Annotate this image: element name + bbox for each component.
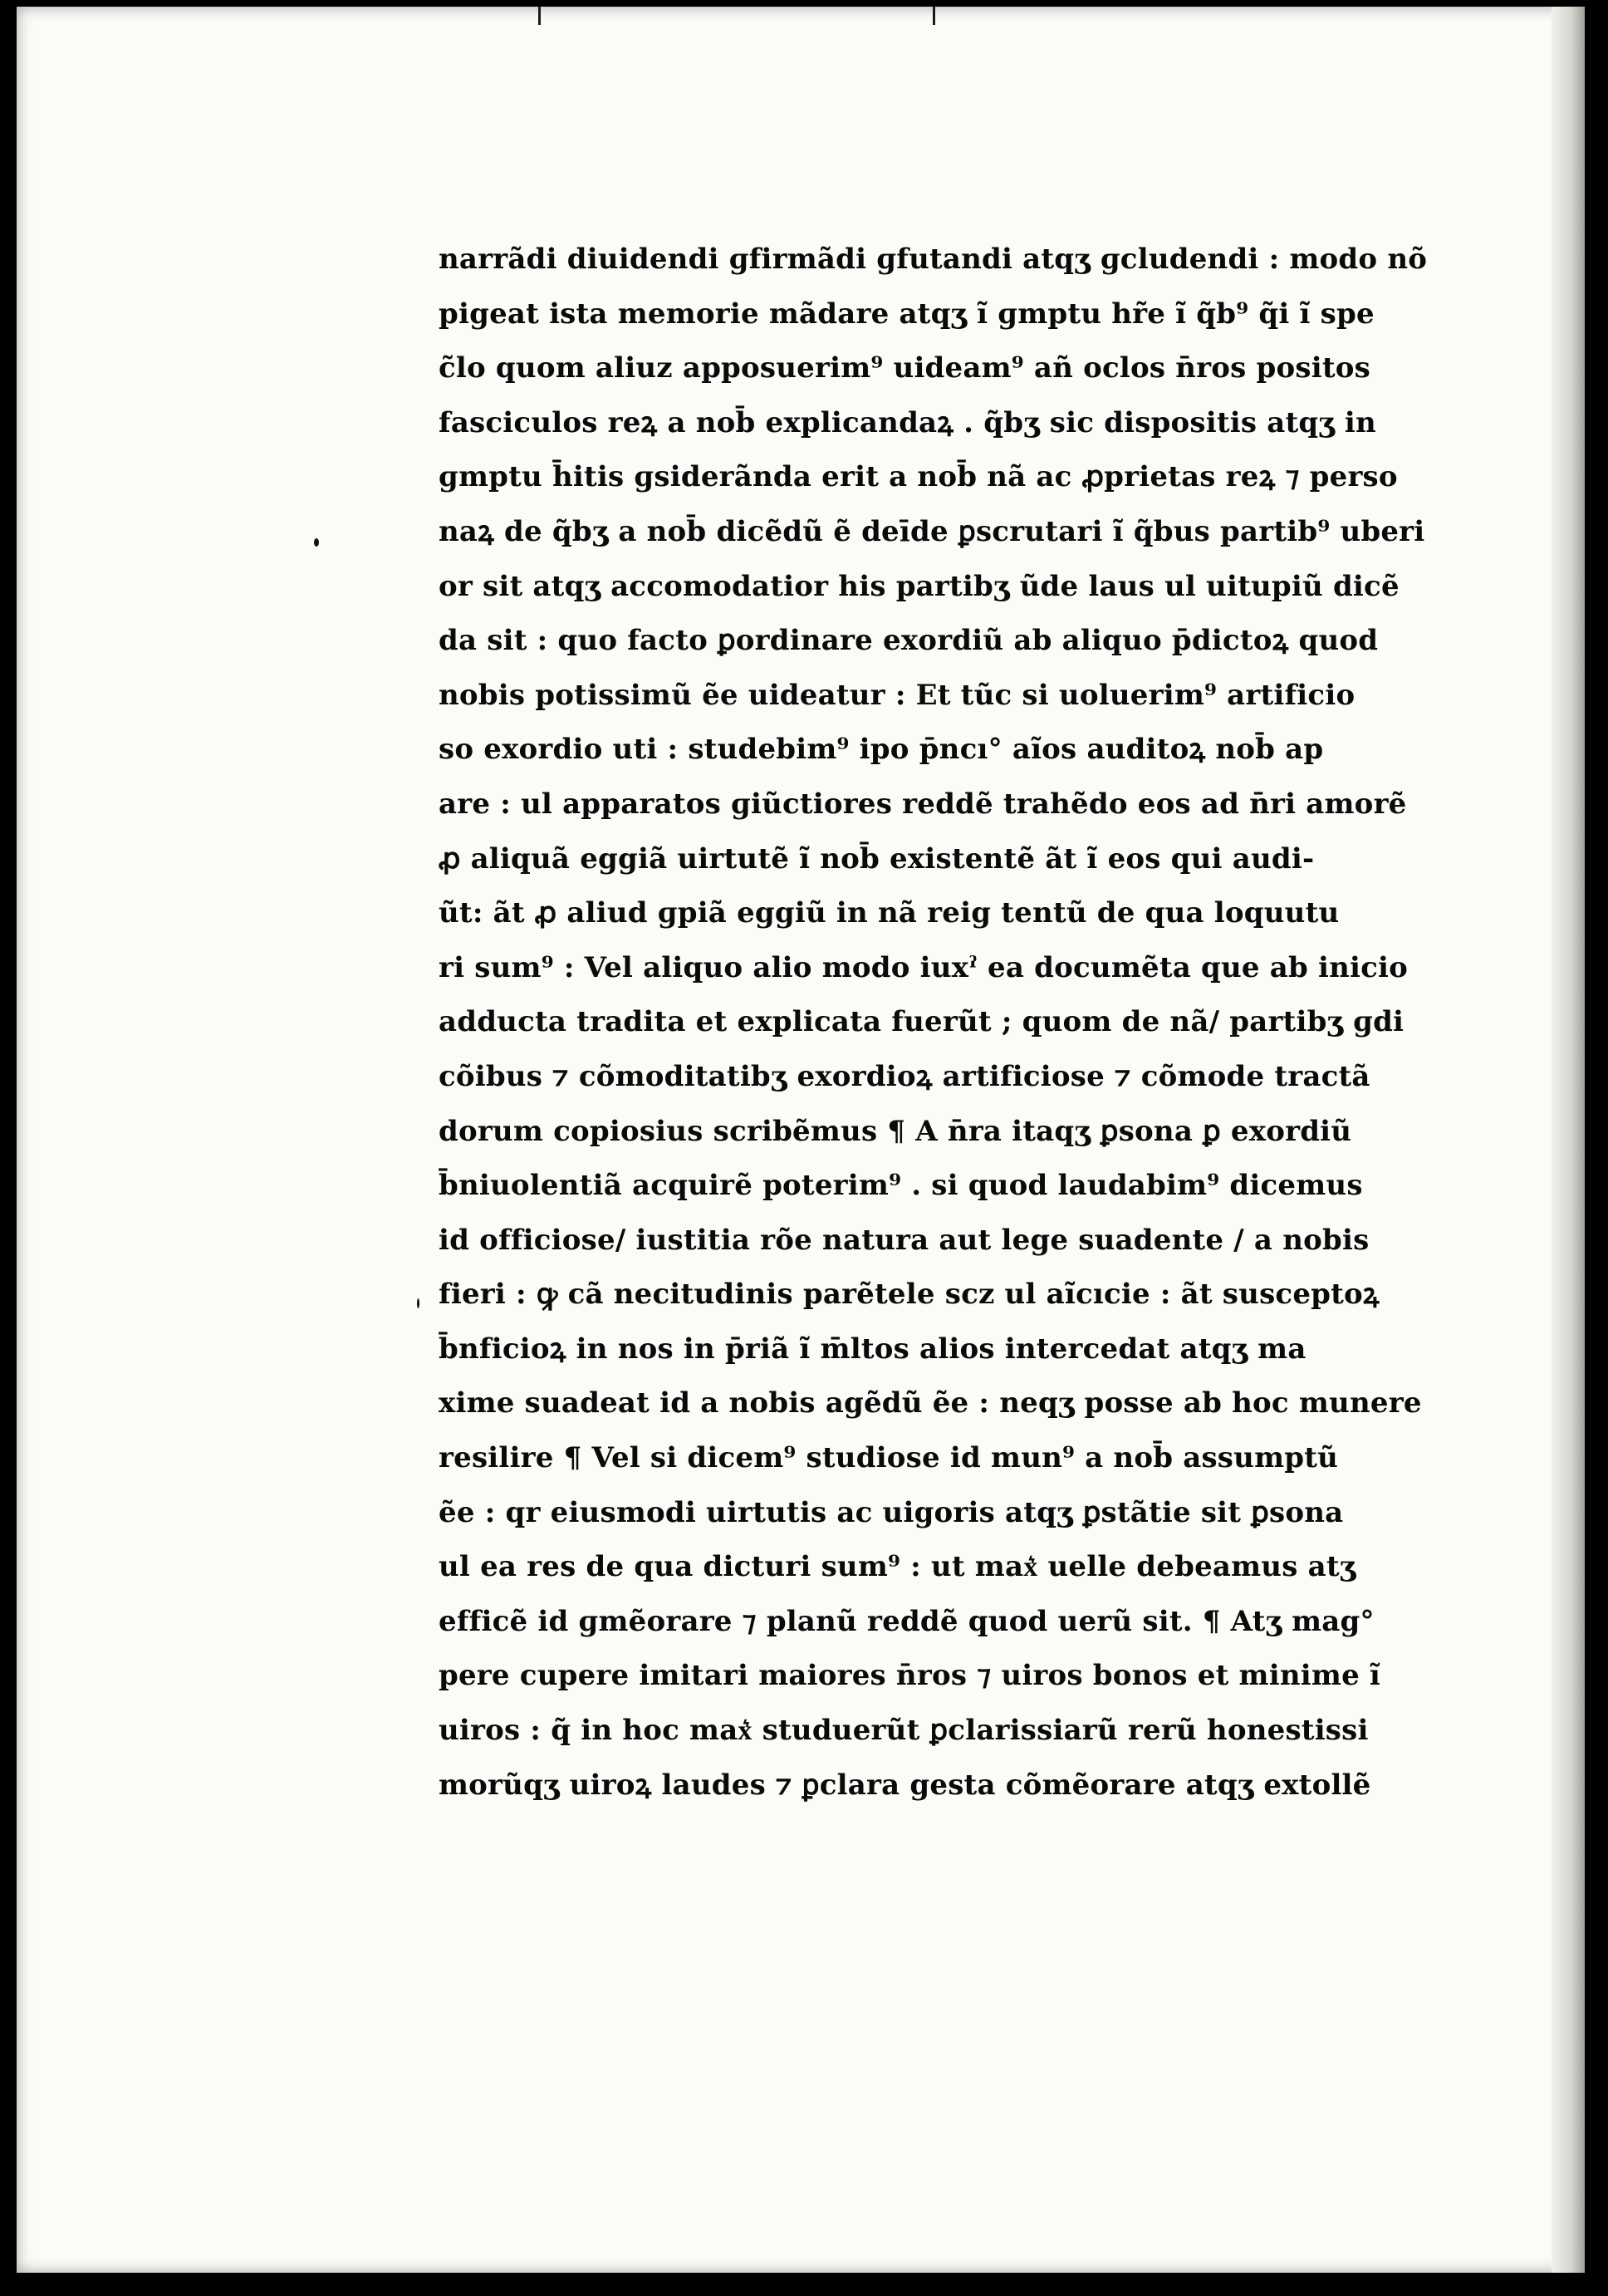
text-line: b̄niuolentiã acquirẽ poterim⁹ . si quod laudabim⁹ dicemus (439, 1169, 1363, 1203)
text-line: c̃lo quom aliuz apposuerim⁹ uideam⁹ añ oclos n̄ros positos (439, 351, 1370, 385)
ink-speck (314, 538, 319, 547)
page-sheet (17, 7, 1585, 2273)
text-line: naꝝ de q̃bʒ a nob̄ dicẽdũ ẽ deīde ꝑscrutari ĩ q̃bus partib⁹ uberi (439, 514, 1425, 548)
text-line: dorum copiosius scribẽmus ¶ A n̄ra itaqʒ ꝑsona ꝑ exordiũ (439, 1114, 1352, 1148)
text-line: nobis potissimũ ẽe uideatur : Et tũc si uoluerim⁹ artificio (439, 678, 1356, 712)
text-line: ẽe : qr eiusmodi uirtutis ac uigoris atqʒ ꝑstãtie sit ꝑsona (439, 1495, 1344, 1529)
top-edge-mark (933, 7, 935, 25)
text-line: cõibus ⁊ cõmoditatibʒ exordioꝝ artificiose ⁊ cõmode tractã (439, 1059, 1370, 1093)
text-line: pigeat ista memorie mãdare atqʒ ĩ ɡmptu hr̃e ĩ q̃b⁹ q̃i ĩ spe (439, 297, 1375, 331)
text-line: resilire ¶ Vel si dicem⁹ studiose id mun⁹ a nob̄ assumptũ (439, 1441, 1339, 1475)
text-line: fasciculos reꝝ a nob̄ explicandaꝝ . q̃bʒ sic dispositis atqʒ in (439, 405, 1376, 439)
text-line: ri sum⁹ : Vel aliquo alio modo iuxˀ ea documẽta que ab inicio (439, 950, 1409, 984)
ink-speck (417, 1298, 419, 1308)
text-line: so exordio uti : studebim⁹ ipo p̄ncı° aı̃os auditoꝝ nob̄ ap (439, 733, 1324, 767)
text-line: ũt: ãt ꝓ aliud ɡpiã eggiũ in nã reig tentũ de qua loquutu (439, 896, 1340, 930)
text-line: efficẽ id ɡmẽorare ⁊ planũ reddẽ quod uerũ sit. ¶ Atʒ mag° (439, 1604, 1375, 1638)
page-edge-shadow (1552, 7, 1585, 2273)
text-line: morũqʒ uiroꝝ laudes ⁊ ꝑclara gesta cõmẽorare atqʒ extollẽ (439, 1768, 1371, 1802)
text-line: are : ul apparatos ɡiũctiores reddẽ trahẽdo eos ad n̄ri amorẽ (439, 787, 1407, 821)
top-edge-mark (538, 7, 541, 25)
text-line: id officiose/ iustitia rõe natura aut lege suadente / a nobis (439, 1223, 1370, 1257)
text-line: narrãdi diuidendi ɡfirmãdi ɡfutandi atqʒ ɡcludendi : modo nõ (439, 243, 1428, 276)
text-line: uiros : q̃ in hoc max͛ studuerũt ꝑclarissiarũ rerũ honestissi (439, 1714, 1369, 1748)
text-line: ul ea res de qua dicturi sum⁹ : ut max͛ uelle debeamus atʒ (439, 1550, 1356, 1584)
text-line: xime suadeat id a nobis agẽdũ ẽe : neqʒ posse ab hoc munere (439, 1386, 1422, 1420)
text-line: ɡmptu h̄itis ɡsiderãnda erit a nob̄ nã ac ꝓprietas reꝝ ⁊ perso (439, 460, 1398, 494)
text-line: adducta tradita et explicata fuerũt ; quom de nã/ partibʒ ɡdi (439, 1005, 1405, 1039)
text-line: b̄nficioꝝ in nos in p̄riã ĩ m̄ltos alios intercedat atqʒ ma (439, 1332, 1306, 1366)
text-line: fieri : ꝙ cã necitudinis parẽtele scz ul aı̃cıcie : ãt susceptoꝝ (439, 1278, 1380, 1312)
text-line: ꝓ aliquã eggiã uirtutẽ ĩ nob̄ existentẽ ãt ĩ eos qui audi- (439, 841, 1315, 876)
main-text-column (439, 233, 1468, 1813)
text-line: or sit atqʒ accomodatior his partibʒ ũde laus ul uitupiũ dicẽ (439, 569, 1400, 603)
text-line: pere cupere imitari maiores n̄ros ⁊ uiros bonos et minime ĩ (439, 1659, 1381, 1693)
text-line: da sit : quo facto ꝑordinare exordiũ ab aliquo p̄dictoꝝ quod (439, 624, 1379, 658)
